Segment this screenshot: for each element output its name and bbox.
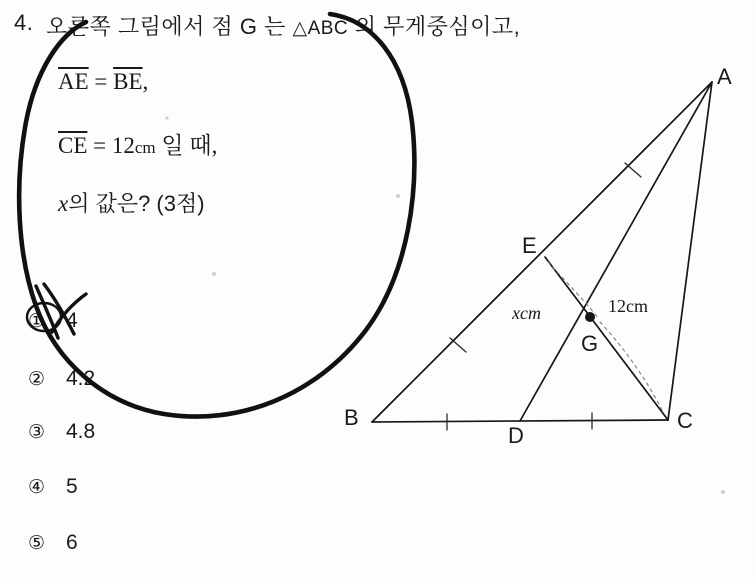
- variable-x: x: [58, 191, 69, 216]
- choice-marker-1: ①: [28, 311, 46, 332]
- question-stem-prefix: 오른쪽 그림에서 점 G 는: [46, 14, 286, 39]
- choice-text-2: 4.2: [66, 367, 96, 390]
- ink-loop-circle: [19, 14, 414, 417]
- given-condition-2-suffix: 일 때,: [161, 133, 218, 158]
- choice-text-5: 6: [66, 531, 78, 554]
- unit-cm: cm: [134, 138, 156, 157]
- vertex-label-C: C: [677, 408, 693, 433]
- choice-marker-3: ③: [28, 422, 46, 443]
- comma-1: ,: [142, 69, 149, 94]
- choice-text-3: 4.8: [66, 420, 96, 443]
- choice-text-1: 4: [66, 309, 78, 332]
- choice-text-4: 5: [66, 475, 78, 498]
- choice-marker-2: ②: [28, 369, 46, 390]
- vertex-label-B: B: [344, 405, 359, 430]
- vertex-label-A: A: [717, 64, 732, 89]
- segment-BE: $\overline{BE}$: [113, 69, 143, 94]
- label-x-cm: xcm: [512, 303, 541, 323]
- label-12-cm: 12cm: [608, 296, 648, 316]
- segment-CE: $\overline{CE}$: [58, 133, 88, 158]
- question-stem-suffix: 의 무게중심이고,: [354, 14, 521, 39]
- equals-sign-1: =: [94, 69, 108, 94]
- question-stem-triangle: △ABC: [292, 18, 349, 39]
- vertex-label-E: E: [522, 233, 537, 258]
- question-number: 4.: [14, 10, 34, 35]
- equals-value-2: = 12: [93, 133, 135, 158]
- choice-marker-4: ④: [28, 477, 46, 498]
- vertex-label-G: G: [581, 331, 599, 356]
- choice-marker-5: ⑤: [28, 533, 46, 554]
- vertex-label-D: D: [508, 423, 524, 448]
- segment-AE: $\overline{AE}$: [58, 69, 89, 94]
- question-ask-text: 의 값은? (3점): [68, 191, 205, 216]
